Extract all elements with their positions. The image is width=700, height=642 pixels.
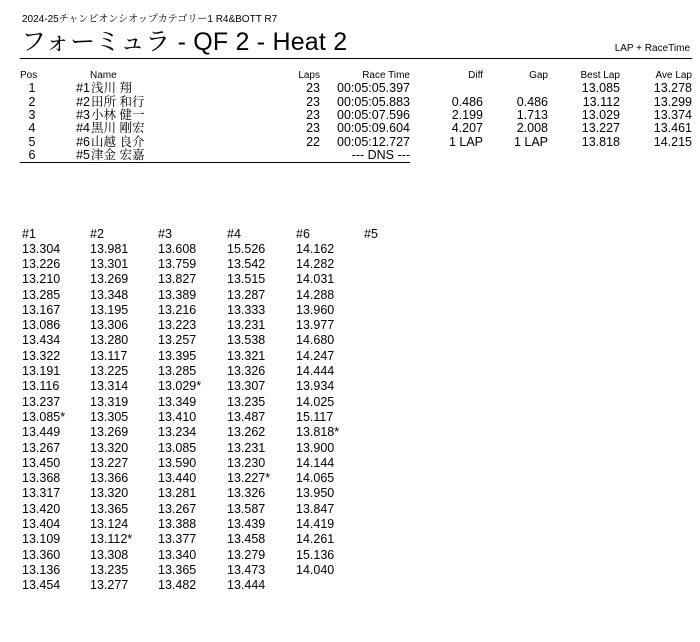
lap-time-cell: 14.261 — [296, 532, 335, 547]
lap-row — [22, 363, 404, 378]
lap-time-cell: 13.444 — [227, 578, 266, 593]
lap-column-header: #1 — [22, 227, 36, 241]
name-cell: 浅川 翔 — [91, 81, 132, 96]
lap-time-cell: 13.349 — [158, 394, 197, 409]
diff-cell: 2.199 — [451, 107, 483, 122]
lap-time-cell: 13.360 — [22, 547, 61, 562]
lap-row — [22, 578, 404, 593]
col-laps: Laps — [298, 69, 320, 81]
lap-row — [22, 425, 404, 440]
lap-time-cell: 13.320 — [90, 440, 129, 455]
event-subtitle: 2024-25チャンピオンシオップカテゴリー1 R4&BOTT R7 — [22, 14, 278, 25]
col-number — [44, 68, 90, 82]
lap-time-cell: 13.308 — [90, 547, 129, 562]
lap-time-cell: 13.410 — [158, 409, 197, 424]
best-cell — [548, 149, 620, 163]
lap-time-cell: 13.117 — [90, 348, 128, 363]
number-cell: #4 — [76, 121, 90, 136]
pos-cell: 3 — [28, 107, 36, 122]
pos-cell: 1 — [28, 81, 36, 96]
lap-time-cell — [364, 256, 404, 271]
lap-time-cell: 13.542 — [227, 256, 266, 271]
race-time-cell: 00:05:05.397 — [337, 81, 410, 96]
lap-row — [22, 287, 404, 302]
lap-time-cell: 13.306 — [90, 318, 129, 333]
results-row-dns — [20, 149, 692, 163]
lap-time-cell: 13.981 — [90, 241, 129, 256]
lap-column-header: #6 — [296, 227, 310, 241]
lap-time-cell: 13.515 — [227, 272, 266, 287]
lap-time-cell: 13.320 — [90, 486, 129, 501]
diff-cell — [410, 149, 483, 163]
lap-time-cell: 14.040 — [296, 562, 335, 577]
lap-time-cell: 13.389 — [158, 287, 197, 302]
lap-time-cell: 13.116 — [22, 379, 60, 394]
diff-cell: 0.486 — [451, 94, 483, 109]
lap-row — [22, 348, 404, 363]
lap-time-cell — [364, 516, 404, 531]
lap-time-cell: 14.444 — [296, 364, 335, 379]
lap-time-cell: 13.450 — [22, 455, 61, 470]
lap-time-cell: 13.225 — [90, 364, 129, 379]
lap-row — [22, 256, 404, 271]
lap-time-cell: 13.368 — [22, 471, 61, 486]
lap-time-cell — [364, 486, 404, 501]
number-cell: #5 — [44, 149, 90, 163]
lap-time-cell: 13.112* — [90, 532, 133, 547]
laps-cell — [260, 149, 320, 163]
lap-time-cell: 13.473 — [227, 562, 266, 577]
dns-status: --- DNS --- — [320, 149, 410, 163]
col-gap: Gap — [529, 69, 548, 81]
results-header-row — [20, 68, 692, 82]
lap-time-cell: 13.085 — [158, 440, 197, 455]
ave-lap-cell: 13.278 — [653, 81, 692, 96]
header-rule — [20, 58, 692, 59]
lap-time-cell: 13.281 — [158, 486, 197, 501]
lap-time-cell: 13.223 — [158, 318, 197, 333]
lap-time-cell: 13.587 — [227, 501, 266, 516]
lap-time-cell — [364, 455, 404, 470]
lap-time-cell: 13.237 — [22, 394, 61, 409]
lap-time-cell — [296, 578, 364, 593]
results-row — [20, 136, 692, 149]
lap-time-cell: 13.216 — [158, 302, 197, 317]
lap-time-cell: 13.257 — [158, 333, 197, 348]
ave-lap-cell: 13.461 — [653, 121, 692, 136]
lap-time-cell: 13.086 — [22, 318, 61, 333]
lap-time-cell: 15.136 — [296, 547, 335, 562]
lap-row — [22, 272, 404, 287]
lap-time-cell: 15.526 — [227, 241, 266, 256]
lap-time-cell — [364, 241, 404, 256]
diff-cell: 4.207 — [451, 121, 483, 136]
lap-time-cell: 13.454 — [22, 578, 61, 593]
lap-column-header: #3 — [158, 227, 172, 241]
pos-cell: 6 — [20, 149, 44, 163]
lap-time-cell: 13.269 — [90, 425, 129, 440]
lap-time-cell: 13.333 — [227, 302, 266, 317]
lap-row — [22, 532, 404, 547]
lap-time-cell — [364, 578, 404, 593]
lap-time-cell: 13.307 — [227, 379, 266, 394]
lap-time-cell: 13.124 — [90, 516, 129, 531]
lap-time-cell: 13.279 — [227, 547, 266, 562]
lap-time-cell: 13.136 — [22, 562, 61, 577]
lap-time-cell: 13.326 — [227, 486, 266, 501]
lap-time-cell — [364, 348, 404, 363]
laps-cell: 23 — [306, 121, 320, 136]
laps-cell: 23 — [306, 107, 320, 122]
lap-row — [22, 333, 404, 348]
lap-column-header: #4 — [227, 227, 241, 241]
col-ave-lap: Ave Lap — [655, 69, 692, 81]
ave-lap-cell: 13.374 — [653, 107, 692, 122]
ave-lap-cell: 13.299 — [653, 94, 692, 109]
lap-time-cell: 13.487 — [227, 409, 266, 424]
lap-time-cell: 13.267 — [158, 501, 197, 516]
number-cell: #2 — [76, 94, 90, 109]
laps-cell: 23 — [306, 81, 320, 96]
name-cell: 黒川 剛宏 — [91, 121, 145, 136]
lap-time-cell: 13.230 — [227, 455, 266, 470]
lap-time-cell: 13.234 — [158, 425, 197, 440]
lap-time-cell: 13.287 — [227, 287, 266, 302]
lap-time-cell: 13.167 — [22, 302, 61, 317]
lap-time-cell: 13.326 — [227, 364, 266, 379]
gap-cell — [483, 149, 548, 163]
lap-times-table — [22, 227, 404, 593]
ave-lap-cell: 14.215 — [653, 134, 692, 149]
lap-time-cell: 13.267 — [22, 440, 61, 455]
lap-row — [22, 409, 404, 424]
results-row — [20, 82, 692, 95]
lap-time-cell: 13.365 — [90, 501, 129, 516]
lap-time-cell: 13.759 — [158, 256, 197, 271]
gap-cell: 2.008 — [516, 121, 548, 136]
lap-row — [22, 486, 404, 501]
laps-cell: 22 — [306, 134, 320, 149]
diff-cell: 1 LAP — [448, 134, 483, 149]
report-mode-label: LAP + RaceTime — [614, 43, 690, 54]
lap-time-cell: 13.847 — [296, 501, 335, 516]
page-title: フォーミュラ - QF 2 - Heat 2 — [21, 28, 348, 56]
results-row — [20, 122, 692, 135]
race-time-cell: 00:05:07.596 — [337, 107, 410, 122]
lap-time-cell: 13.449 — [22, 425, 61, 440]
lap-time-cell: 14.680 — [296, 333, 335, 348]
lap-time-cell: 13.262 — [227, 425, 266, 440]
name-cell: 小林 健一 — [91, 107, 145, 122]
lap-row — [22, 470, 404, 485]
lap-time-cell: 13.277 — [90, 578, 129, 593]
number-cell: #3 — [76, 107, 90, 122]
gap-cell: 0.486 — [516, 94, 548, 109]
best-lap-cell: 13.029 — [581, 107, 620, 122]
lap-time-cell: 13.301 — [90, 256, 129, 271]
lap-column-header: #5 — [364, 227, 378, 241]
lap-row — [22, 547, 404, 562]
diff-cell — [410, 82, 483, 95]
lap-row — [22, 516, 404, 531]
lap-time-cell — [364, 333, 404, 348]
lap-time-cell: 13.195 — [90, 302, 129, 317]
lap-time-cell: 13.319 — [90, 394, 129, 409]
lap-time-cell: 13.085* — [22, 409, 66, 424]
col-name: Name — [90, 69, 117, 81]
gap-cell: 1.713 — [516, 107, 548, 122]
lap-time-cell: 13.434 — [22, 333, 61, 348]
best-lap-cell: 13.227 — [581, 121, 620, 136]
lap-row — [22, 440, 404, 455]
name-cell: 田所 和行 — [91, 94, 145, 109]
lap-time-cell: 13.440 — [158, 471, 197, 486]
lap-time-cell: 13.950 — [296, 486, 335, 501]
lap-time-cell: 13.404 — [22, 516, 61, 531]
best-lap-cell: 13.818 — [581, 134, 620, 149]
lap-time-cell: 13.317 — [22, 486, 61, 501]
lap-time-cell — [364, 470, 404, 485]
gap-cell — [483, 82, 548, 95]
ave-cell — [620, 149, 692, 163]
number-cell: #6 — [76, 134, 90, 149]
lap-time-cell: 13.305 — [90, 409, 129, 424]
results-row — [20, 95, 692, 108]
lap-time-cell: 13.395 — [158, 348, 197, 363]
pos-cell: 5 — [28, 134, 36, 149]
lap-time-cell: 13.231 — [227, 318, 266, 333]
lap-time-cell: 13.934 — [296, 379, 335, 394]
lap-time-cell — [364, 379, 404, 394]
lap-row — [22, 302, 404, 317]
lap-time-cell: 13.269 — [90, 272, 129, 287]
name-cell: 津金 宏嘉 — [90, 149, 260, 163]
lap-row — [22, 501, 404, 516]
race-time-cell: 00:05:09.604 — [337, 121, 410, 136]
number-cell: #1 — [76, 81, 90, 96]
lap-time-cell: 13.285 — [158, 364, 197, 379]
pos-cell: 2 — [28, 94, 36, 109]
pos-cell: 4 — [28, 121, 36, 136]
lap-time-cell — [364, 440, 404, 455]
lap-time-cell — [364, 272, 404, 287]
lap-row — [22, 455, 404, 470]
lap-time-cell: 14.162 — [296, 241, 335, 256]
lap-time-cell: 13.109 — [22, 532, 61, 547]
lap-time-cell: 13.304 — [22, 241, 61, 256]
lap-column-header: #2 — [90, 227, 104, 241]
lap-time-cell: 14.288 — [296, 287, 335, 302]
lap-time-cell — [364, 409, 404, 424]
lap-time-cell: 13.227* — [227, 471, 271, 486]
race-time-cell: 00:05:05.883 — [337, 94, 410, 109]
lap-time-cell — [364, 302, 404, 317]
lap-time-cell — [364, 562, 404, 577]
lap-time-cell: 14.282 — [296, 256, 335, 271]
lap-time-cell: 13.388 — [158, 516, 197, 531]
lap-row — [22, 379, 404, 394]
lap-time-cell: 14.247 — [296, 348, 335, 363]
lap-time-cell: 14.065 — [296, 471, 335, 486]
lap-time-cell — [364, 547, 404, 562]
lap-time-cell: 13.960 — [296, 302, 335, 317]
lap-time-cell — [364, 532, 404, 547]
lap-time-cell: 13.365 — [158, 562, 197, 577]
lap-time-cell: 13.340 — [158, 547, 197, 562]
lap-time-cell: 14.144 — [296, 455, 335, 470]
lap-time-cell: 13.818* — [296, 425, 340, 440]
lap-time-cell: 13.285 — [22, 287, 61, 302]
lap-time-cell — [364, 425, 404, 440]
lap-time-cell: 13.439 — [227, 516, 266, 531]
lap-row — [22, 241, 404, 256]
col-race-time: Race Time — [362, 69, 410, 81]
lap-time-cell: 13.590 — [158, 455, 197, 470]
lap-time-cell: 13.458 — [227, 532, 266, 547]
lap-time-cell — [364, 287, 404, 302]
lap-time-cell: 13.227 — [90, 455, 129, 470]
lap-time-cell — [364, 501, 404, 516]
lap-time-cell: 13.377 — [158, 532, 197, 547]
lap-time-cell — [364, 317, 404, 332]
lap-time-cell: 13.482 — [158, 578, 197, 593]
best-lap-cell: 13.112 — [582, 94, 620, 109]
lap-time-cell: 13.538 — [227, 333, 266, 348]
lap-time-cell: 13.280 — [90, 333, 129, 348]
lap-time-cell: 13.235 — [227, 394, 266, 409]
lap-time-cell: 13.827 — [158, 272, 197, 287]
lap-time-cell: 13.321 — [227, 348, 266, 363]
lap-time-cell: 13.900 — [296, 440, 335, 455]
race-time-cell: 00:05:12.727 — [337, 134, 410, 149]
lap-header-row — [22, 227, 404, 241]
best-lap-cell: 13.085 — [581, 81, 620, 96]
col-best-lap: Best Lap — [580, 69, 620, 81]
lap-time-cell: 13.366 — [90, 471, 129, 486]
lap-time-cell: 13.314 — [90, 379, 129, 394]
lap-time-cell: 13.029* — [158, 379, 202, 394]
name-cell: 山越 良介 — [91, 134, 145, 149]
results-table — [20, 68, 692, 163]
lap-time-cell: 13.348 — [90, 287, 129, 302]
lap-time-cell: 13.608 — [158, 241, 197, 256]
lap-time-cell: 14.025 — [296, 394, 335, 409]
lap-row — [22, 394, 404, 409]
lap-time-cell: 13.226 — [22, 256, 61, 271]
lap-time-cell: 15.117 — [296, 409, 334, 424]
lap-time-cell: 13.191 — [22, 364, 61, 379]
lap-time-cell: 13.322 — [22, 348, 61, 363]
lap-time-cell: 13.231 — [227, 440, 266, 455]
lap-time-cell: 13.235 — [90, 562, 129, 577]
gap-cell: 1 LAP — [513, 134, 548, 149]
col-diff: Diff — [468, 69, 483, 81]
col-pos: Pos — [20, 69, 38, 81]
lap-time-cell: 13.977 — [296, 318, 335, 333]
lap-time-cell: 14.031 — [296, 272, 335, 287]
lap-time-cell — [364, 394, 404, 409]
laps-cell: 23 — [306, 94, 320, 109]
lap-time-cell: 14.419 — [296, 516, 335, 531]
lap-time-cell: 13.420 — [22, 501, 61, 516]
lap-time-cell — [364, 363, 404, 378]
lap-time-cell: 13.210 — [22, 272, 61, 287]
lap-row — [22, 562, 404, 577]
lap-row — [22, 317, 404, 332]
